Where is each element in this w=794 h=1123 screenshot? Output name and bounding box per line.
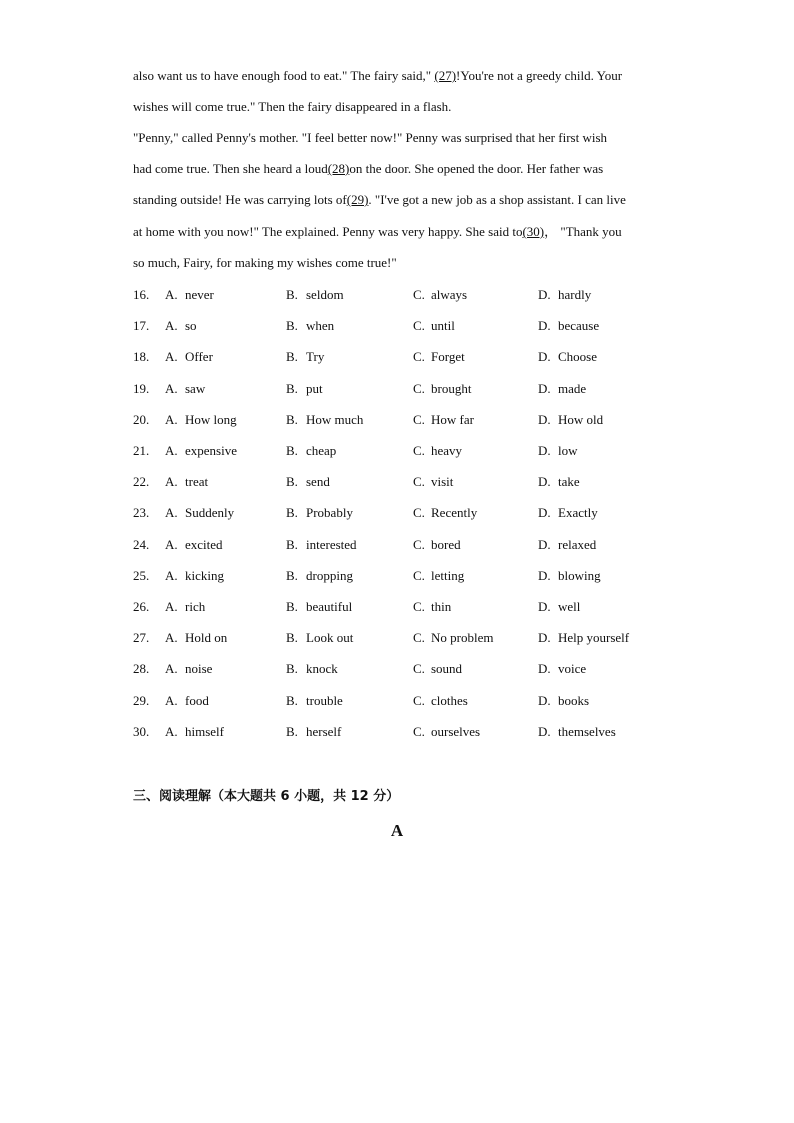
question-row: 16. A. never B. seldom C. always D. hardly (133, 287, 592, 302)
question-row: 30. A. himself B. herself C. ourselves D. themselves (133, 724, 616, 739)
question-row: 17. A. so B. when C. until D. because (133, 318, 600, 333)
passage-letter-heading: A (390, 821, 404, 840)
passage-line: wishes will come true." Then the fairy disappeared in a flash. (133, 99, 452, 114)
question-row: 20. A. How long B. How much C. How far D. How old (133, 412, 604, 427)
passage-line: had come true. Then she heard a loud(28)on the door. She opened the door. Her father was (133, 161, 604, 176)
blank-27: (27) (434, 68, 457, 83)
question-row: 24. A. excited B. interested C. bored D. relaxed (133, 537, 597, 552)
question-row: 21. A. expensive B. cheap C. heavy D. low (133, 443, 578, 458)
question-row: 23. A. Suddenly B. Probably C. Recently D. Exactly (133, 505, 598, 520)
section-heading: 三、阅读理解（本大题共 6 小题，共 12 分） (133, 789, 400, 804)
question-row: 27. A. Hold on B. Look out C. No problem D. Help yourself (133, 630, 630, 645)
question-row: 18. A. Offer B. Try C. Forget D. Choose (133, 349, 597, 364)
passage-line: standing outside! He was carrying lots of(29). "I've got a new job as a shop assistant. I can live (133, 192, 626, 207)
question-row: 29. A. food B. trouble C. clothes D. books (133, 693, 590, 708)
question-row: 28. A. noise B. knock C. sound D. voice (133, 661, 587, 676)
passage-line: "Penny," called Penny's mother. "I feel better now!" Penny was surprised that her first wish (133, 130, 608, 145)
passage-line: so much, Fairy, for making my wishes come true!" (133, 255, 397, 270)
blank-29: (29) (346, 192, 369, 207)
question-row: 19. A. saw B. put C. brought D. made (133, 381, 587, 396)
blank-28: (28) (327, 161, 350, 176)
blank-30: (30) (522, 224, 545, 239)
question-row: 22. A. treat B. send C. visit D. take (133, 474, 580, 489)
question-row: 26. A. rich B. beautiful C. thin D. well (133, 599, 581, 614)
passage-line: at home with you now!" The explained. Penny was very happy. She said to(30)， "Thank you (133, 224, 622, 239)
question-row: 25. A. kicking B. dropping C. letting D. blowing (133, 568, 601, 583)
passage-line: also want us to have enough food to eat." The fairy said," (27)!You're not a greedy child. Your (133, 68, 623, 83)
